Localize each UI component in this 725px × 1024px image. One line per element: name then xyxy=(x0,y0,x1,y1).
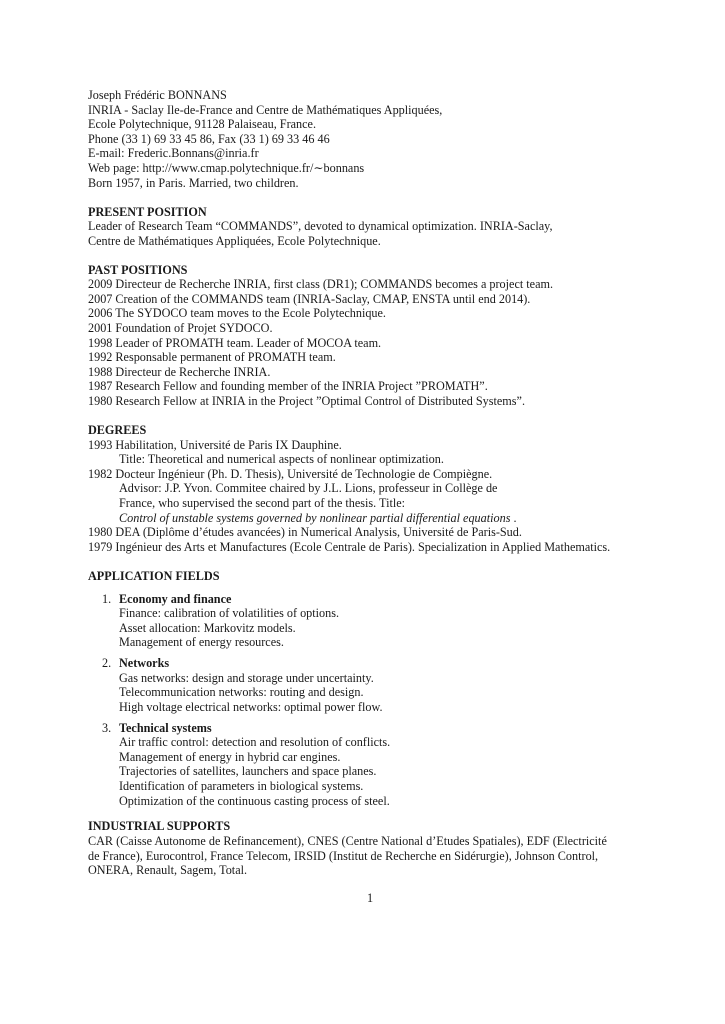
degree-line: France, who supervised the second part of the thesis. Title: xyxy=(119,495,406,510)
section-heading-degrees: DEGREES xyxy=(88,422,147,437)
industrial-line: ONERA, Renault, Sagem, Total. xyxy=(88,863,248,878)
field-line: Gas networks: design and storage under uncertainty. xyxy=(119,670,374,685)
past-line: 1987 Research Fellow and founding member of the INRIA Project ”PROMATH”. xyxy=(88,379,488,394)
present-line: Centre de Mathématiques Appliquées, Ecole Polytechnique. xyxy=(88,233,381,248)
section-heading-present: PRESENT POSITION xyxy=(88,204,207,219)
list-number: 3. xyxy=(102,720,112,735)
past-line: 1992 Responsable permanent of PROMATH team. xyxy=(88,350,336,365)
birth-info: Born 1957, in Paris. Married, two children. xyxy=(88,175,299,190)
field-line: High voltage electrical networks: optimal power flow. xyxy=(119,699,383,714)
field-title: Technical systems xyxy=(119,720,212,735)
web-page: Web page: http://www.cmap.polytechnique.fr/∼bonnans xyxy=(88,161,365,175)
field-line: Optimization of the continuous casting process of steel. xyxy=(119,793,390,808)
section-heading-fields: APPLICATION FIELDS xyxy=(88,568,220,583)
list-number: 2. xyxy=(102,656,112,670)
email: E-mail: Frederic.Bonnans@inria.fr xyxy=(88,146,259,161)
thesis-title-end: . xyxy=(510,510,517,525)
past-line: 2009 Directeur de Recherche INRIA, first class (DR1); COMMANDS becomes a project team. xyxy=(88,277,554,292)
affiliation: INRIA - Saclay Ile-de-France and Centre de Mathématiques Appliquées, xyxy=(88,102,443,117)
present-line: Leader of Research Team “COMMANDS”, devoted to dynamical optimization. INRIA-Saclay, xyxy=(88,219,553,234)
past-line: 2007 Creation of the COMMANDS team (INRIA-Saclay, CMAP, ENSTA until end 2014). xyxy=(88,291,531,306)
field-title: Economy and finance xyxy=(119,591,232,606)
field-line: Identification of parameters in biological systems. xyxy=(119,778,364,793)
page-number: 1 xyxy=(367,891,374,905)
field-line: Management of energy in hybrid car engines. xyxy=(119,749,341,764)
field-line: Air traffic control: detection and resolution of conflicts. xyxy=(119,735,391,750)
phone-fax: Phone (33 1) 69 33 45 86, Fax (33 1) 69 33 46 46 xyxy=(88,131,330,146)
past-line: 1980 Research Fellow at INRIA in the Project ”Optimal Control of Distributed Systems”. xyxy=(88,394,525,408)
thesis-title-line xyxy=(119,511,517,526)
past-line: 1988 Directeur de Recherche INRIA. xyxy=(88,364,271,379)
field-line: Management of energy resources. xyxy=(119,635,284,650)
industrial-line: CAR (Caisse Autonome de Refinancement), CNES (Centre National d’Etudes Spatiales), EDF (Electricité xyxy=(88,834,607,848)
degree-line: 1982 Docteur Ingénieur (Ph. D. Thesis), Université de Technologie de Compiègne. xyxy=(88,466,493,481)
past-line: 2001 Foundation of Projet SYDOCO. xyxy=(88,321,273,335)
field-line: Telecommunication networks: routing and design. xyxy=(119,685,364,700)
degree-line: 1993 Habilitation, Université de Paris IX Dauphine. xyxy=(88,437,342,452)
past-line: 1998 Leader of PROMATH team. Leader of MOCOA team. xyxy=(88,335,382,350)
thesis-title: Control of unstable systems governed by nonlinear partial differential equations xyxy=(119,510,511,525)
field-line: Trajectories of satellites, launchers and space planes. xyxy=(119,764,377,779)
industrial-line: de France), Eurocontrol, France Telecom, IRSID (Institut de Recherche en Sidérurgie), Johnson Control, xyxy=(88,848,599,863)
degree-line: 1979 Ingénieur des Arts et Manufactures (Ecole Centrale de Paris). Specialization in Applied Mathematics. xyxy=(88,539,611,554)
field-line: Asset allocation: Markovitz models. xyxy=(119,620,296,635)
field-title: Networks xyxy=(119,656,170,670)
degree-line: 1980 DEA (Diplôme d’études avancées) in Numerical Analysis, Université de Paris-Sud. xyxy=(88,525,522,540)
list-number: 1. xyxy=(102,591,112,606)
address: Ecole Polytechnique, 91128 Palaiseau, France. xyxy=(88,117,316,132)
field-line: Finance: calibration of volatilities of options. xyxy=(119,606,340,621)
section-heading-past: PAST POSITIONS xyxy=(88,262,188,277)
author-name: Joseph Frédéric BONNANS xyxy=(88,88,227,102)
degree-line: Title: Theoretical and numerical aspects of nonlinear optimization. xyxy=(119,452,444,467)
past-line: 2006 The SYDOCO team moves to the Ecole Polytechnique. xyxy=(88,306,386,321)
section-heading-industrial: INDUSTRIAL SUPPORTS xyxy=(88,819,231,834)
degree-line: Advisor: J.P. Yvon. Commitee chaired by J.L. Lions, professeur in Collège de xyxy=(119,481,498,496)
